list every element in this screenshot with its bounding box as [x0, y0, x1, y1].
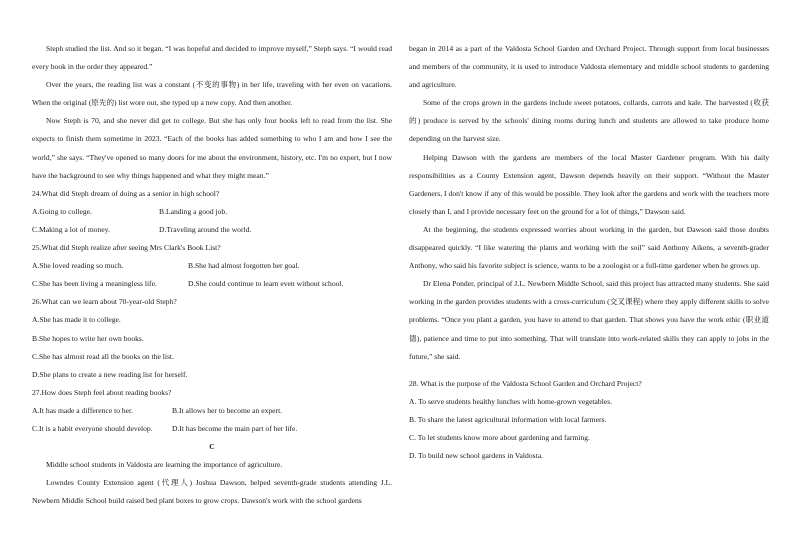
option-c: C.She has almost read all the books on the list. [32, 351, 174, 361]
options-row [32, 257, 392, 275]
right-column [409, 40, 769, 465]
option-b: B. To share the latest agricultural information with local farmers. [409, 414, 607, 424]
options-row [32, 402, 392, 420]
option-a: A.She has made it to college. [32, 315, 121, 325]
question-28: 28. What is the purpose of the Valdosta School Garden and Orchard Project? [409, 378, 642, 388]
option-b: B.Landing a good job. [159, 206, 228, 216]
option-d: D.She plans to create a new reading list for herself. [32, 369, 188, 379]
paragraph: Steph studied the list. And so it began. “I was hopeful and decided to improve myself,” Steph says. “I would read every book in the order they appeared.” [32, 44, 392, 72]
option-c: C.It is a habit everyone should develop. [32, 423, 153, 433]
option-a: A.Going to college. [32, 206, 92, 216]
option-d: D.It has become the main part of her life. [172, 423, 298, 433]
question-26: 26.What can we learn about 70-year-old Steph? [32, 297, 177, 307]
left-column [32, 40, 392, 510]
option-c: C.Making a lot of money. [32, 224, 110, 234]
options-row [32, 420, 392, 438]
paragraph: Over the years, the reading list was a constant (不变的事物) in her life, traveling with her even on vacations. When the original (原先的) list wore out, she typed up a new copy. And then another. [32, 80, 392, 108]
option-a: A. To serve students healthy lunches with home-grown vegetables. [409, 396, 613, 406]
option-b: B.She hopes to write her own books. [32, 333, 144, 343]
options-row [32, 275, 392, 293]
option-c: C. To let students know more about gardening and farming. [409, 432, 590, 442]
paragraph: Now Steph is 70, and she never did get to college. But she has only four books left to read from the list. She expects to finish them sometime in 2023. “Each of the books has added something to who I am and how I see the world,” she says. “They've opened so many doors for me about the environment, history, etc. I'm no expert, but I now have the background to see why things happened and what they might mean.” [32, 116, 392, 180]
option-b: B.It allows her to become an expert. [172, 405, 283, 415]
paragraph: Helping Dawson with the gardens are members of the local Master Gardener program. With his daily responsibilities as a County Extension agent, Dawson depends heavily on their support. “Without the Master Gardeners, I don't know if any of this would be possible. They look after the gardens and work with the teachers more closely than I, and I provide necessary feet on the ground for a lot of things,” Dawson said. [409, 152, 769, 216]
paragraph: Some of the crops grown in the gardens include sweet potatoes, collards, carrots and kale. The harvested (收获的) produce is served by the schools' dining rooms during lunch and students are allowed to take produce home depending on the harvest size. [409, 98, 769, 144]
option-b: B.She had almost forgotten her goal. [188, 261, 300, 271]
paragraph: Dr Elena Ponder, principal of J.L. Newbern Middle School, said this project has attracted many students. She said working in the garden provides students with a cross-curriculum (交叉课程) where they apply different skills to solve problems. “Once you plant a garden, you have to attend to that garden. That shows you have the work ethic (职业道德), patience and time to put into something. That will translate into work-related skills they can apply to jobs in the future,” she said. [409, 279, 769, 361]
option-c: C.She has been living a meaningless life. [32, 279, 157, 289]
question-27: 27.How does Steph feel about reading books? [32, 387, 172, 397]
question-25: 25.What did Steph realize after seeing Mrs Clark's Book List? [32, 243, 221, 253]
paragraph: Middle school students in Valdosta are learning the importance of agriculture. [46, 460, 283, 470]
option-a: A.It has made a difference to her. [32, 405, 134, 415]
options-row [32, 221, 392, 239]
option-d: D. To build new school gardens in Valdosta. [409, 451, 543, 461]
options-row [32, 203, 392, 221]
option-d: D.She could continue to learn even without school. [188, 279, 344, 289]
option-d: D.Traveling around the world. [159, 224, 252, 234]
paragraph: Lowndes County Extension agent (代理人) Joshua Dawson, helped seventh-grade students attending J.L. Newbern Middle School build raised bed plant boxes to grow crops. Dawson's work with the school gardens [32, 478, 392, 506]
option-a: A.She loved reading so much. [32, 261, 124, 271]
question-24: 24.What did Steph dream of doing as a senior in high school? [32, 188, 220, 198]
paragraph: began in 2014 as a part of the Valdosta School Garden and Orchard Project. Through support from local businesses and members of the community, it is used to introduce Valdosta elementary and middle school students to gardening and agriculture. [409, 44, 769, 90]
section-heading: C [209, 442, 215, 452]
paragraph: At the beginning, the students expressed worries about working in the garden, but Dawson said those doubts disappeared quickly. “I like watering the plants and working with the soil” said Anthony Aikens, a seventh-grader Anthony, who said his favorite subject is science, wants to be a zoologist or a full-time gardener when he grows up. [409, 224, 769, 271]
